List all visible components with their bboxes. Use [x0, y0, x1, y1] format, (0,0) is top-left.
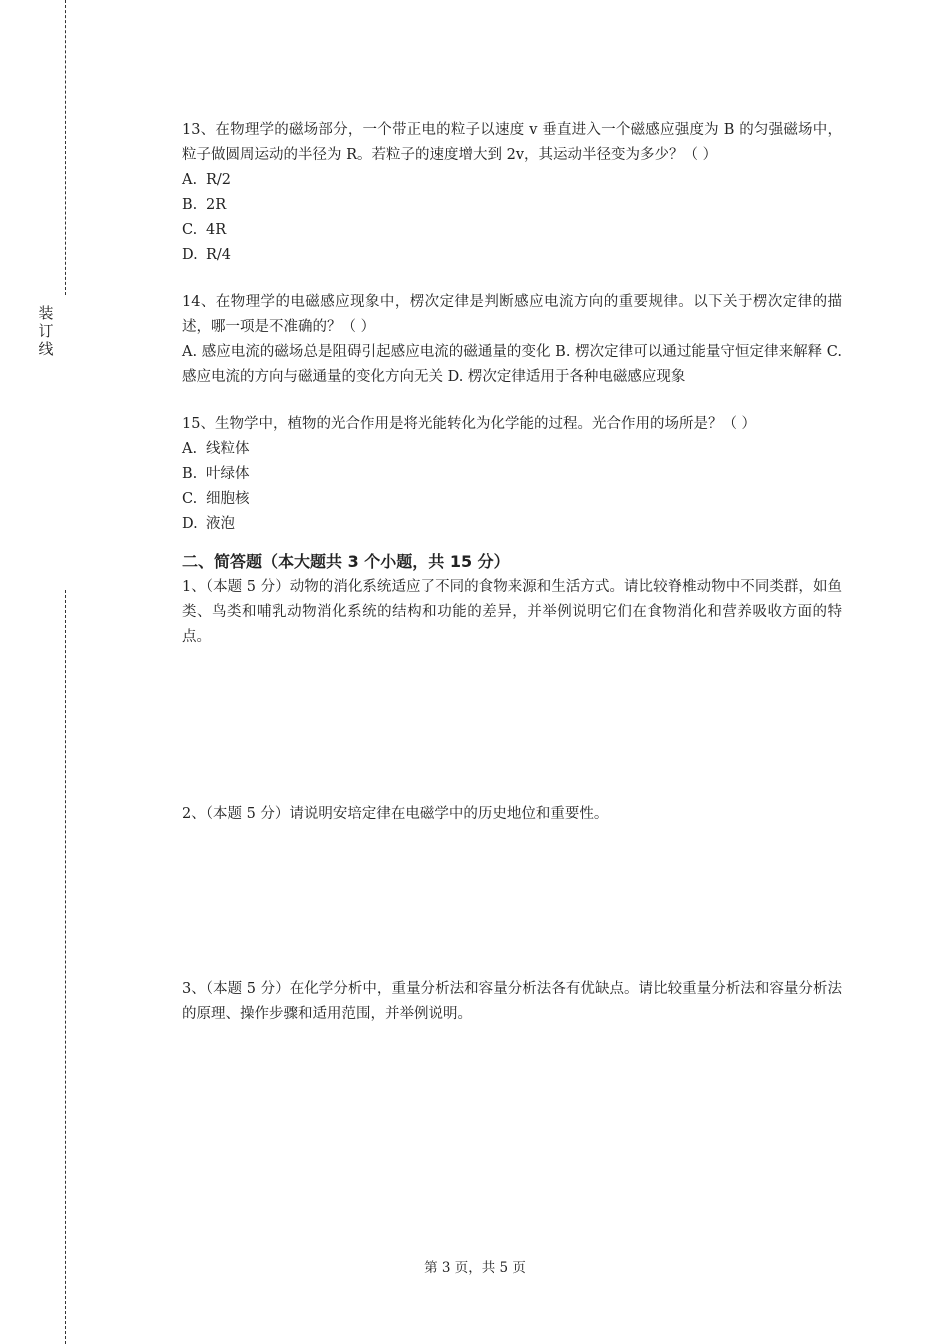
page-content [182, 118, 842, 1027]
short-answer-question-2: 2、（本题 5 分）请说明安培定律在电磁学中的历史地位和重要性。 [182, 806, 609, 822]
option-text: R/2 [206, 172, 232, 188]
option-letter: A. [182, 172, 198, 188]
option-text: 4R [206, 222, 227, 238]
option-letter: C. [182, 491, 198, 507]
option-letter: D. [182, 247, 198, 263]
binding-char: 线 [38, 340, 54, 358]
option-text: 线粒体 [206, 441, 250, 457]
question-text: 14、在物理学的电磁感应现象中，楞次定律是判断感应电流方向的重要规律。以下关于楞次定律的描述，哪一项是不准确的？（ ） [182, 294, 842, 335]
question-14 [182, 290, 842, 390]
question-15 [182, 412, 842, 537]
option-b [182, 193, 842, 218]
short-answer-question-1: 1、（本题 5 分）动物的消化系统适应了不同的食物来源和生活方式。请比较脊椎动物中不同类群，如鱼类、鸟类和哺乳动物消化系统的结构和功能的差异，并举例说明它们在食物消化和营养吸收方面的特点。 [182, 579, 842, 645]
option-a [182, 168, 842, 193]
answer-space [182, 650, 842, 802]
binding-char: 订 [38, 322, 54, 340]
question-13 [182, 118, 842, 268]
page-footer: 第 3 页，共 5 页 [424, 1260, 526, 1276]
question-text: 13、在物理学的磁场部分，一个带正电的粒子以速度 v 垂直进入一个磁感应强度为 B 的匀强磁场中，粒子做圆周运动的半径为 R。若粒子的速度增大到 2v，其运动半径变为多少？（ ） [182, 122, 842, 163]
option-a [182, 437, 842, 462]
section-title: 二、简答题（本大题共 3 个小题，共 15 分） [182, 552, 510, 571]
option-text: R/4 [206, 247, 232, 263]
option-letter: A. [182, 441, 198, 457]
option-c [182, 218, 842, 243]
option-b [182, 462, 842, 487]
binding-dashed-line-top [65, 0, 66, 295]
answer-space [182, 827, 842, 977]
option-text: 细胞核 [206, 491, 250, 507]
option-d [182, 512, 842, 537]
binding-char: 装 [38, 304, 54, 322]
option-text: 液泡 [206, 516, 235, 532]
short-answer-question-3: 3、（本题 5 分）在化学分析中，重量分析法和容量分析法各有优缺点。请比较重量分析法和容量分析法的原理、操作步骤和适用范围，并举例说明。 [182, 981, 842, 1022]
option-text: 2R [206, 197, 227, 213]
binding-label [36, 304, 56, 358]
option-letter: C. [182, 222, 198, 238]
option-c [182, 487, 842, 512]
option-letter: B. [182, 466, 198, 482]
binding-dashed-line-bottom [65, 590, 66, 1344]
option-letter: D. [182, 516, 198, 532]
option-text: 叶绿体 [206, 466, 250, 482]
inline-options: A. 感应电流的磁场总是阻碍引起感应电流的磁通量的变化 B. 楞次定律可以通过能量守恒定律来解释 C. 感应电流的方向与磁通量的变化方向无关 D. 楞次定律适用于各种电磁感应现象 [182, 344, 842, 385]
option-d [182, 243, 842, 268]
option-letter: B. [182, 197, 198, 213]
question-text: 15、生物学中，植物的光合作用是将光能转化为化学能的过程。光合作用的场所是？（ ） [182, 416, 757, 432]
